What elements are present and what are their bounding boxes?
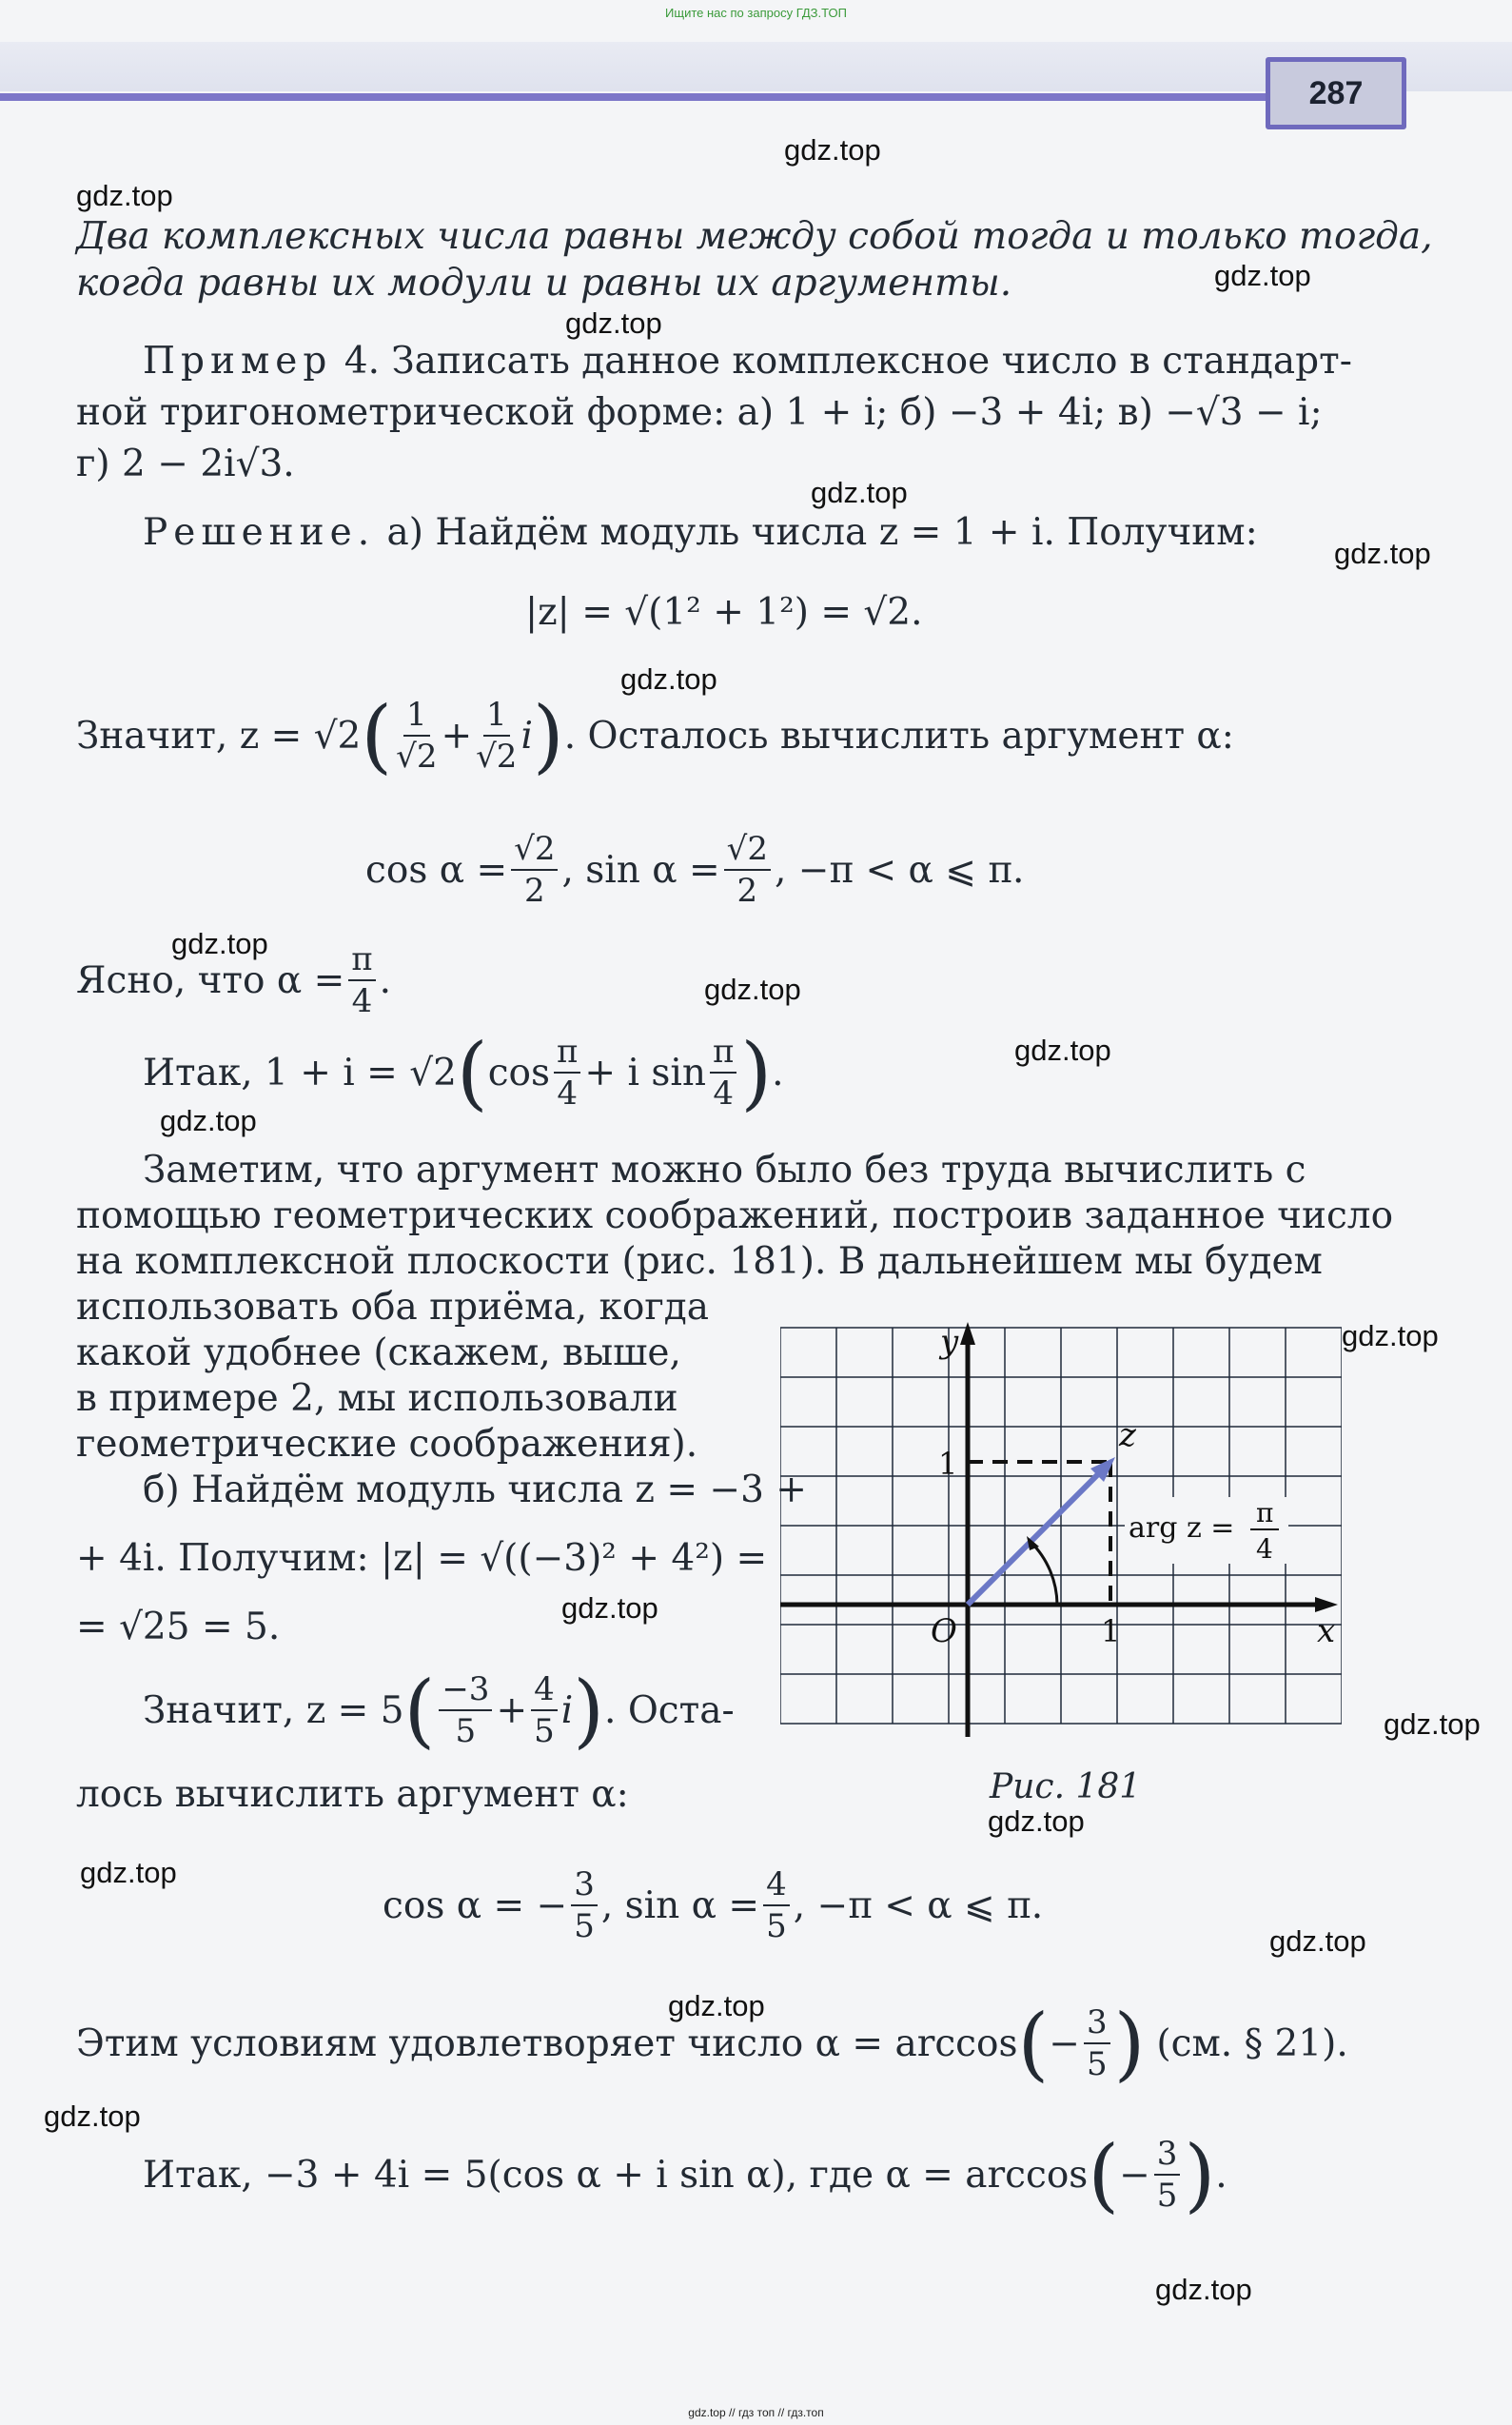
watermark: gdz.top xyxy=(565,306,662,340)
part-b-line: б) Найдём модуль числа z = −3 + xyxy=(143,1469,807,1511)
page-number: 287 xyxy=(1266,57,1406,129)
fraction: $\frac{4}{5}$ xyxy=(531,1669,558,1751)
axis-x-label: x xyxy=(1317,1612,1336,1650)
watermark: gdz.top xyxy=(44,2100,141,2133)
example-label: Пример xyxy=(143,340,333,383)
cos-sin-a: cos α = $\frac{√2}{2}$ , sin α = $\frac{√2}{2}$ , −π < α ⩽ π. xyxy=(365,830,1025,910)
figure-181 xyxy=(780,1318,1342,1756)
watermark: gdz.top xyxy=(1155,2273,1252,2306)
imag-unit: i xyxy=(520,714,533,758)
z-form-a xyxy=(76,683,1234,788)
y-axis-arrow xyxy=(960,1322,975,1345)
paren: ) xyxy=(573,1664,605,1757)
note-line: в примере 2, мы использовали xyxy=(76,1377,678,1420)
note-line: использовать оба приёма, когда xyxy=(76,1286,710,1329)
origin-label: O xyxy=(931,1612,957,1650)
solution-heading xyxy=(143,510,1258,555)
definition-line: когда равны их модули и равны их аргументы. xyxy=(76,262,1012,305)
example-heading xyxy=(143,339,1352,384)
paren: ( xyxy=(361,689,393,782)
solution-text: а) Найдём модуль числа z = 1 + i. Получим: xyxy=(386,511,1258,554)
fraction: $\frac{3}{5}$ xyxy=(1084,2002,1110,2084)
example-line: ной тригонометрической форме: а) 1 + i; б) −3 + 4i; в) −√3 − i; xyxy=(76,391,1323,434)
fraction: $\frac{3}{5}$ xyxy=(1154,2134,1181,2216)
fraction: $\frac{\pi}{4}$ xyxy=(348,939,375,1021)
watermark: gdz.top xyxy=(80,1856,177,1889)
paren: ) xyxy=(740,1026,773,1119)
definition-line: Два комплексных числа равны между собой тогда и только тогда, xyxy=(76,215,1433,258)
point-z-label: z xyxy=(1119,1416,1136,1454)
fraction: $\frac{3}{5}$ xyxy=(571,1864,598,1946)
z-form-a-prefix: Значит, z = √2 xyxy=(76,714,362,758)
x-axis-arrow xyxy=(1315,1597,1338,1612)
watermark: gdz.top xyxy=(1334,537,1431,570)
alpha-value-a: Ясно, что α = $\frac{\pi}{4}$ . xyxy=(76,940,392,1020)
solution-label: Решение. xyxy=(143,511,376,554)
watermark: gdz.top xyxy=(171,927,268,960)
example-line: г) 2 − 2i√3. xyxy=(76,443,295,485)
paren: ( xyxy=(1017,1997,1050,2090)
watermark: gdz.top xyxy=(988,1804,1085,1838)
paren: ( xyxy=(456,1026,488,1119)
note-line: Заметим, что аргумент можно было без труда вычислить с xyxy=(143,1149,1306,1192)
paren: ) xyxy=(532,689,564,782)
fraction: $\frac{√2}{2}$ xyxy=(724,829,771,911)
axis-y-label: y xyxy=(940,1323,959,1361)
fraction: $\frac{4}{5}$ xyxy=(763,1864,790,1946)
result-b: Итак, −3 + 4i = 5(cos α + i sin α), где α = arccos ( − $\frac{3}{5}$ ) . xyxy=(143,2128,1227,2221)
paren: ( xyxy=(403,1664,436,1757)
watermark: gdz.top xyxy=(811,476,908,509)
plus: + xyxy=(441,714,473,758)
footer-note: gdz.top // гдз топ // гдз.топ xyxy=(688,2406,824,2419)
watermark: gdz.top xyxy=(561,1591,658,1625)
watermark: gdz.top xyxy=(1384,1707,1481,1741)
header-rule xyxy=(0,93,1266,101)
figure-caption: Рис. 181 xyxy=(990,1767,1142,1806)
paren: ) xyxy=(1184,2128,1216,2221)
paren: ( xyxy=(1088,2128,1120,2221)
watermark: gdz.top xyxy=(160,1104,257,1137)
arccos-line: Этим условиям удовлетворяет число α = arccos ( − $\frac{3}{5}$ ) (см. § 21). xyxy=(76,1997,1348,2090)
watermark: gdz.top xyxy=(668,1989,765,2022)
example-text: 4. Записать данное комплексное число в стандарт- xyxy=(344,340,1352,383)
z-form-b: Значит, z = 5 ( $\frac{-3}{5}$ + $\frac{4}{5}$ i ) . Оста- xyxy=(143,1664,735,1757)
watermark: gdz.top xyxy=(1014,1034,1111,1067)
watermark: gdz.top xyxy=(620,662,717,696)
watermark: gdz.top xyxy=(1342,1319,1439,1352)
watermark: gdz.top xyxy=(1214,259,1311,292)
part-b-line: = √25 = 5. xyxy=(76,1606,281,1648)
fraction: $\frac{-3}{5}$ xyxy=(439,1669,492,1751)
fraction: $\frac{1}{√2}$ xyxy=(396,696,438,776)
tick-x-label: 1 xyxy=(1101,1613,1121,1649)
watermark: gdz.top xyxy=(784,133,881,167)
arg-num: π xyxy=(1256,1497,1274,1528)
z-vector xyxy=(968,1469,1104,1605)
paren: ) xyxy=(1113,1997,1146,2090)
cos-sin-b: cos α = − $\frac{3}{5}$ , sin α = $\frac{4}{5}$ , −π < α ⩽ π. xyxy=(383,1865,1044,1945)
note-line: на комплексной плоскости (рис. 181). В дальнейшем мы будем xyxy=(76,1240,1323,1283)
note-line: геометрические соображения). xyxy=(76,1423,698,1466)
tick-y-label: 1 xyxy=(938,1446,958,1482)
fraction: $\frac{\pi}{4}$ xyxy=(554,1032,580,1114)
watermark: gdz.top xyxy=(76,179,173,212)
search-note: Ищите нас по запросу ГДЗ.ТОП xyxy=(665,6,847,20)
fraction: $\frac{√2}{2}$ xyxy=(511,829,558,911)
watermark: gdz.top xyxy=(1269,1924,1366,1958)
result-a: Итак, 1 + i = √2 ( cos $\frac{\pi}{4}$ + i sin $\frac{\pi}{4}$ ) . xyxy=(143,1026,784,1119)
arg-label: arg z = xyxy=(1129,1511,1235,1545)
part-b-arg-line: лось вычислить аргумент α: xyxy=(76,1773,629,1816)
angle-arc xyxy=(1031,1542,1057,1605)
note-line: помощью геометрических соображений, построив заданное число xyxy=(76,1194,1394,1237)
part-b-line: + 4i. Получим: |z| = √((−3)² + 4²) = xyxy=(76,1537,768,1580)
z-form-a-suffix: . Осталось вычислить аргумент α: xyxy=(563,714,1234,758)
fraction: $\frac{\pi}{4}$ xyxy=(710,1032,736,1114)
arg-den: 4 xyxy=(1256,1533,1273,1565)
fraction: $\frac{1}{√2}$ xyxy=(476,696,518,776)
note-line: какой удобнее (скажем, выше, xyxy=(76,1331,681,1374)
modulus-formula-a: |z| = √(1² + 1²) = √2. xyxy=(525,591,923,634)
watermark: gdz.top xyxy=(704,973,801,1006)
